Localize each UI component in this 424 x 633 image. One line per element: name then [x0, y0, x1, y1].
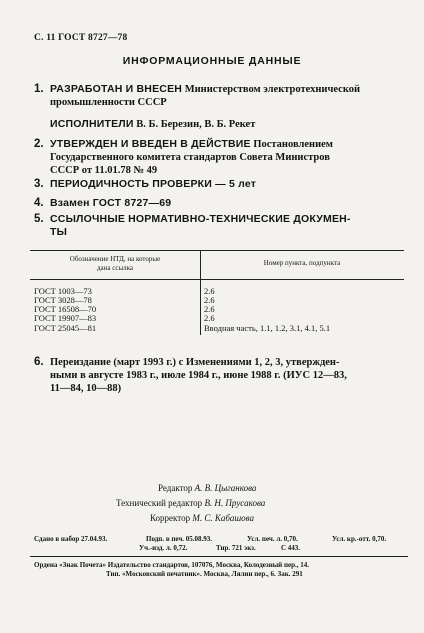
imprint-rule	[30, 556, 408, 557]
item-number: 4.	[34, 197, 44, 209]
item-reissue	[34, 356, 404, 395]
executors-line	[50, 118, 404, 130]
item-text: ными в августе 1983 г., июле 1984 г., июне 1988 г. (ИУС 12—83,	[50, 370, 347, 381]
imprint-code: С 443.	[281, 544, 301, 552]
page-title: ИНФОРМАЦИОННЫЕ ДАННЫЕ	[122, 55, 302, 67]
credit-name: А. В. Цыганкова	[194, 483, 257, 493]
item-text: 11—84, 10—88)	[50, 383, 122, 394]
table-cell-ref: 2.6	[204, 304, 215, 314]
credit-name: М. С. Кабашова	[192, 513, 255, 523]
imprint-signed: Подп. в печ. 05.08.93.	[146, 535, 213, 543]
table-cell-doc: ГОСТ 19907—83	[34, 313, 97, 323]
executors-names: В. Б. Березин, В. Б. Рекет	[133, 119, 256, 130]
item-developed	[34, 83, 404, 109]
item-text: Постановлением	[250, 139, 333, 150]
item-number: 6.	[34, 356, 44, 368]
item-review-period	[34, 178, 404, 191]
item-text: — 5 лет	[212, 178, 257, 190]
imprint-publisher: Ордена «Знак Почета» Издательство стандартов, 107076, Москва, Колодезный пер., 14.	[34, 561, 310, 569]
table-header-left-line: Обозначение НТД, на которые	[69, 255, 161, 263]
item-text: Переиздание (март 1993 г.) с Изменениями 1, 2, 3, утвержден-	[50, 357, 340, 368]
credit-role: Редактор	[158, 483, 195, 493]
table-body-divider	[200, 279, 201, 335]
item-text: Министерством электротехнической	[182, 84, 361, 95]
item-number: 5.	[34, 213, 44, 225]
table-cell-ref: Вводная часть, 1.1, 1.2, 3.1, 4.1, 5.1	[204, 323, 331, 333]
credit-name: В. Н. Прусакова	[204, 498, 266, 508]
item-references	[34, 213, 404, 239]
imprint-color-sheets: Усл. кр.-отт. 0,70.	[332, 535, 387, 543]
table-header-rule	[30, 279, 404, 280]
item-text: промышленности СССР	[50, 97, 167, 108]
credit-role: Корректор	[150, 513, 193, 523]
table-cell-doc: ГОСТ 1003—73	[34, 286, 92, 296]
credit-editor	[158, 483, 256, 493]
item-heading-cont: ТЫ	[50, 226, 68, 238]
table-header-right: Номер пункта, подпункта	[263, 259, 341, 267]
credit-proofreader	[150, 513, 254, 523]
item-heading: Взамен ГОСТ 8727—69	[50, 197, 172, 209]
imprint-print-sheets: Усл. печ. л. 0,70.	[247, 535, 298, 543]
table-cell-doc: ГОСТ 16508—70	[34, 304, 97, 314]
item-text: Государственного комитета стандартов Совета Министров	[50, 152, 330, 163]
item-heading: РАЗРАБОТАН И ВНЕСЕН	[50, 83, 183, 95]
table-cell-doc: ГОСТ 25045—81	[34, 323, 97, 333]
credit-role: Технический редактор	[116, 498, 205, 508]
imprint-printer: Тип. «Московский печатник». Москва, Лялин пер., 6. Зак. 291	[106, 570, 303, 578]
page-header: С. 11 ГОСТ 8727—78	[34, 33, 128, 43]
table-header-left	[30, 255, 200, 273]
table-header-left-line: дана ссылка	[96, 264, 134, 272]
item-heading: ПЕРИОДИЧНОСТЬ ПРОВЕРКИ	[50, 178, 213, 190]
item-number: 2.	[34, 138, 44, 150]
item-number: 1.	[34, 83, 44, 95]
table-cell-ref: 2.6	[204, 286, 215, 296]
imprint-circulation: Тир. 721 экз.	[216, 544, 256, 552]
table-cell-doc: ГОСТ 3028—78	[34, 295, 92, 305]
item-heading: ССЫЛОЧНЫЕ НОРМАТИВНО-ТЕХНИЧЕСКИЕ ДОКУМЕН-	[50, 213, 351, 225]
table-cell-ref: 2.6	[204, 295, 215, 305]
table-top-rule	[30, 250, 404, 251]
credit-tech-editor	[116, 498, 265, 508]
executors-heading: ИСПОЛНИТЕЛИ	[50, 118, 134, 130]
table-cell-ref: 2.6	[204, 313, 215, 323]
item-text: СССР от 11.01.78 № 49	[50, 165, 158, 176]
item-approved	[34, 138, 404, 177]
item-heading: УТВЕРЖДЕН И ВВЕДЕН В ДЕЙСТВИЕ	[50, 138, 251, 150]
item-replaces	[34, 197, 404, 210]
imprint-submitted: Сдано в набор 27.04.93.	[34, 535, 108, 543]
item-number: 3.	[34, 178, 44, 190]
imprint-pub-sheets: Уч.-изд. л. 0,72.	[139, 544, 188, 552]
